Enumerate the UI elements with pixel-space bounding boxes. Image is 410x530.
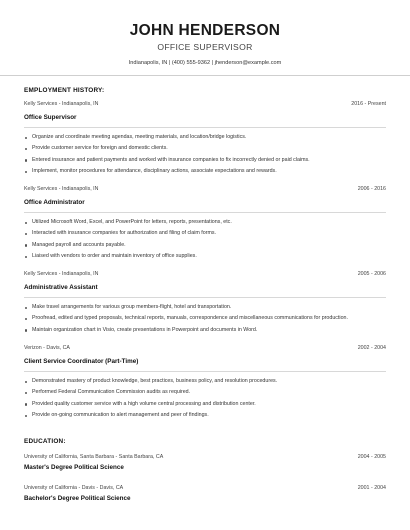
job-bullet: Provide on-going communication to alert management and peer of findings. bbox=[24, 412, 386, 423]
job-bullet: Utilized Microsoft Word, Excel, and PowerPoint for letters, reports, presentations, etc. bbox=[24, 219, 386, 230]
job-entry bbox=[24, 101, 386, 180]
job-divider bbox=[24, 127, 386, 128]
job-entry bbox=[24, 186, 386, 265]
education-school: University of California - Davis - Davis, CA bbox=[24, 485, 124, 491]
job-bullets bbox=[24, 134, 386, 180]
job-divider bbox=[24, 371, 386, 372]
job-bullet: Provide customer service for foreign and domestic clients. bbox=[24, 145, 386, 156]
job-company: Kelly Services - Indianapolis, IN bbox=[24, 186, 99, 192]
header-divider bbox=[0, 75, 410, 76]
job-dates: 2002 - 2004 bbox=[357, 345, 386, 351]
job-company: Kelly Services - Indianapolis, IN bbox=[24, 271, 99, 277]
job-title: Office Administrator bbox=[24, 199, 85, 206]
job-bullets bbox=[24, 219, 386, 265]
job-bullet: Liaised with vendors to order and maintain inventory of office supplies. bbox=[24, 253, 386, 264]
job-bullet: Demonstrated mastery of product knowledge, best practices, business policy, and resolution procedures. bbox=[24, 378, 386, 389]
job-bullet: Proofread, edited and typed proposals, technical reports, manuals, correspondence and miscellaneous communications for production. bbox=[24, 315, 386, 326]
job-title: Administrative Assistant bbox=[24, 284, 98, 291]
job-bullet: Managed payroll and accounts payable. bbox=[24, 242, 386, 253]
education-dates: 2001 - 2004 bbox=[357, 485, 386, 491]
job-dates: 2005 - 2006 bbox=[357, 271, 386, 277]
job-bullet: Maintain organization chart in Visio, create presentations in Powerpoint and documents in Word. bbox=[24, 327, 386, 338]
job-bullet: Interacted with insurance companies for authorization and filing of claim forms. bbox=[24, 230, 386, 241]
education-entry bbox=[24, 485, 386, 503]
education-section-title: EDUCATION: bbox=[24, 438, 66, 445]
job-bullet: Organize and coordinate meeting agendas, meeting materials, and location/bridge logistics. bbox=[24, 134, 386, 145]
job-bullets bbox=[24, 304, 386, 338]
job-company: Kelly Services - Indianapolis, IN bbox=[24, 101, 99, 107]
job-title: Client Service Coordinator (Part-Time) bbox=[24, 358, 139, 365]
job-bullet: Make travel arrangements for various group members-flight, hotel and transportation. bbox=[24, 304, 386, 315]
job-divider bbox=[24, 212, 386, 213]
job-divider bbox=[24, 297, 386, 298]
job-entry bbox=[24, 271, 386, 338]
education-degree: Master's Degree Political Science bbox=[24, 464, 124, 471]
education-dates: 2004 - 2005 bbox=[357, 454, 386, 460]
candidate-name: JOHN HENDERSON bbox=[129, 22, 281, 39]
job-bullets bbox=[24, 378, 386, 424]
job-company: Verizon - Davis, CA bbox=[24, 345, 70, 351]
contact-line: Indianapolis, IN | (400) 555-9362 | jhenderson@example.com bbox=[128, 60, 282, 66]
job-entry bbox=[24, 345, 386, 424]
job-bullet: Implement, monitor procedures for attendance, disciplinary actions, associate expectations and rewards. bbox=[24, 168, 386, 179]
job-bullet: Entered insurance and patient payments and worked with insurance companies to fix incorrectly denied or paid claims. bbox=[24, 157, 386, 168]
job-dates: 2006 - 2016 bbox=[357, 186, 386, 192]
education-school: University of California, Santa Barbara - Santa Barbara, CA bbox=[24, 454, 164, 460]
job-title: Office Supervisor bbox=[24, 114, 77, 121]
employment-section-title: EMPLOYMENT HISTORY: bbox=[24, 87, 105, 94]
job-dates: 2016 - Present bbox=[351, 101, 386, 107]
job-bullet: Provided quality customer service with a high volume central processing and distribution center. bbox=[24, 401, 386, 412]
education-entry bbox=[24, 454, 386, 472]
candidate-role: OFFICE SUPERVISOR bbox=[157, 42, 253, 52]
education-degree: Bachelor's Degree Political Science bbox=[24, 495, 131, 502]
job-bullet: Performed Federal Communication Commission audits as required. bbox=[24, 389, 386, 400]
